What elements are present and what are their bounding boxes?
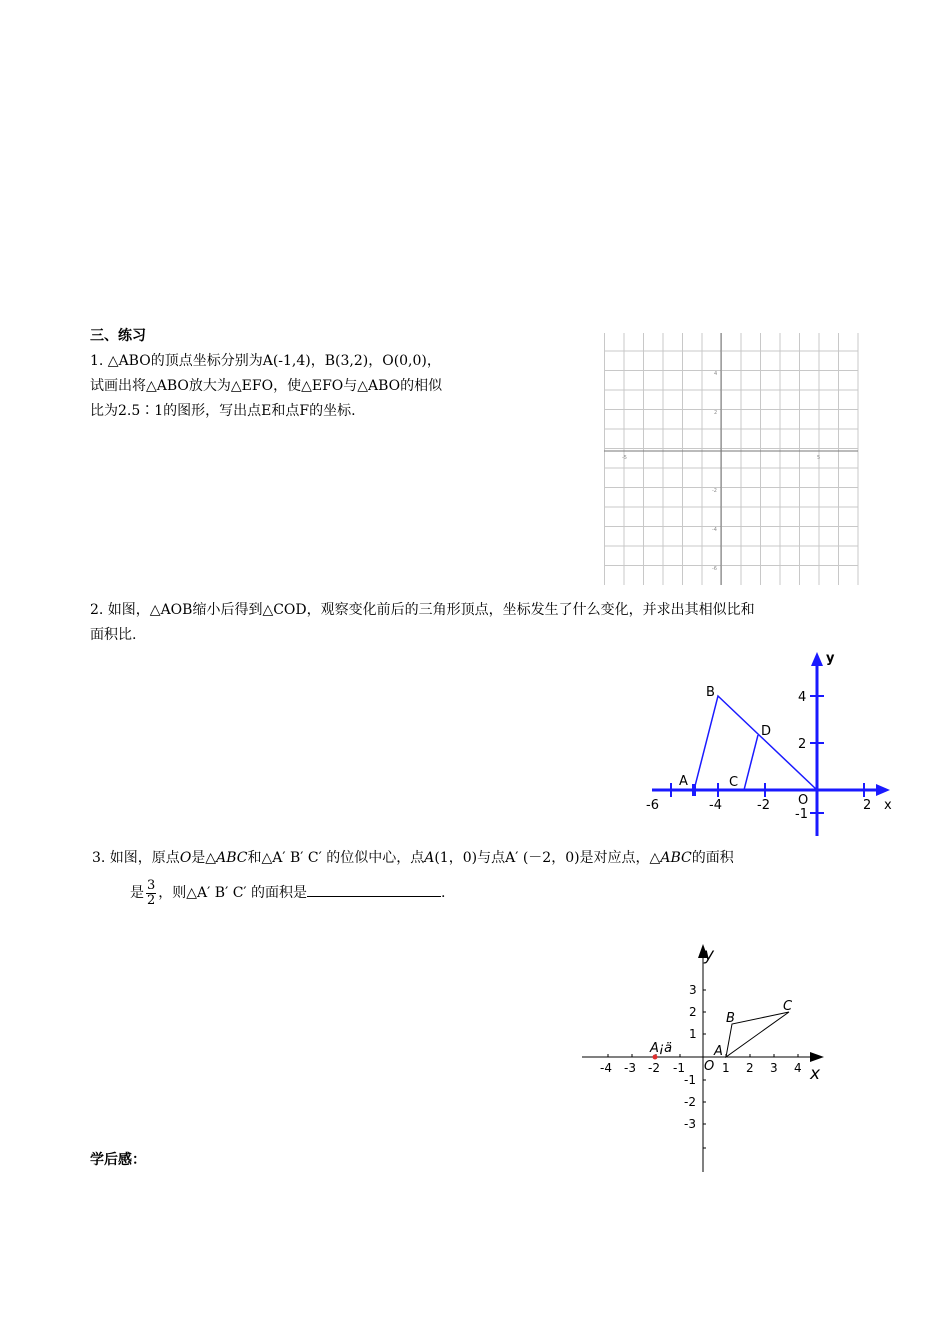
y-tick-label: -3 [684,1117,696,1131]
grid-tick-y: 4 [714,371,718,377]
x-axis-arrow-icon [810,1052,824,1062]
grid-tick-y: -2 [712,488,717,494]
triangle-cod-side [744,735,758,790]
x-tick-label: 4 [794,1061,802,1075]
y-tick-label: 2 [798,737,807,752]
reflection-label: 学后感： [90,1152,146,1168]
y-tick-label: 4 [798,690,807,705]
q1-line3: 比为2.5∶1的图形，写出点E和点F的坐标. [90,403,356,419]
point-a-label: A [714,1044,723,1059]
y-tick-label: -1 [795,807,808,822]
point-b-label: B [726,1011,735,1026]
q3-line2: 是 $\frac{3}{2}$ ，则△A′ B′ C′ 的面积是 . [130,877,446,908]
x-tick-label: 2 [863,798,872,813]
y-tick-label: -1 [684,1073,696,1087]
y-axis-arrow-icon [811,652,823,666]
similarity-figure-2 [648,648,900,838]
point-c-label: C [783,999,793,1014]
q3-line1: 3. 如图，原点O是△ABC和△A′ B′ C′ 的位似中心，点A(1，0)与点A′ (－2，0)是对应点，△ABC的面积 [92,850,734,866]
origin-label: O [704,1059,715,1074]
grid-tick-x: 5 [817,455,821,461]
y-tick-label: 2 [689,1005,697,1019]
point-c-label: C [729,775,739,790]
x-tick-label: -3 [624,1061,636,1075]
similarity-figure-3 [580,938,830,1174]
y-tick-label: 1 [689,1027,697,1041]
point-d-label: D [761,724,772,739]
fraction: $\frac{3}{2}$ [147,877,156,908]
q1-line1: 1. △ABO的顶点坐标分别为A(-1,4)，B(3,2)，O(0,0)， [90,353,441,369]
x-tick-label: 1 [722,1061,730,1075]
coordinate-grid [604,333,858,585]
y-tick-label: 3 [689,983,697,997]
x-axis-label: x [810,1064,821,1084]
x-tick-label: 2 [746,1061,754,1075]
q1-line2: 试画出将△ABO放大为△EFO，使△EFO与△ABO的相似 [90,378,443,394]
x-tick-label: -2 [757,798,770,813]
x-tick-label: -4 [600,1061,612,1075]
q2-line2: 面积比. [90,627,137,643]
q2-line1: 2. 如图，△AOB缩小后得到△COD，观察变化前后的三角形顶点，坐标发生了什么变化，并求出其相似比和 [90,602,755,618]
grid-tick-x: -5 [622,455,627,461]
point-a-label: A [679,774,688,789]
triangle-abc [726,1012,789,1057]
y-axis-label: y [826,651,835,666]
x-axis-label: x [884,798,892,813]
x-tick-label: -2 [648,1061,660,1075]
grid-tick-y: 2 [714,410,718,416]
answer-blank[interactable] [307,880,441,897]
point-a-prime-label: A¡ä [650,1041,673,1056]
grid-tick-y: -6 [712,566,717,572]
x-tick-label: -4 [709,798,722,813]
x-tick-label: 3 [770,1061,778,1075]
x-axis-arrow-icon [876,784,890,796]
grid-tick-y: -4 [712,527,717,533]
section-title: 三、练习 [90,328,146,344]
y-axis-label: y [704,945,715,965]
x-tick-label: -1 [673,1061,685,1075]
y-tick-label: -2 [684,1095,696,1109]
x-tick-label: -6 [646,798,659,813]
point-b-label: B [706,685,715,700]
origin-label: O [798,793,809,808]
